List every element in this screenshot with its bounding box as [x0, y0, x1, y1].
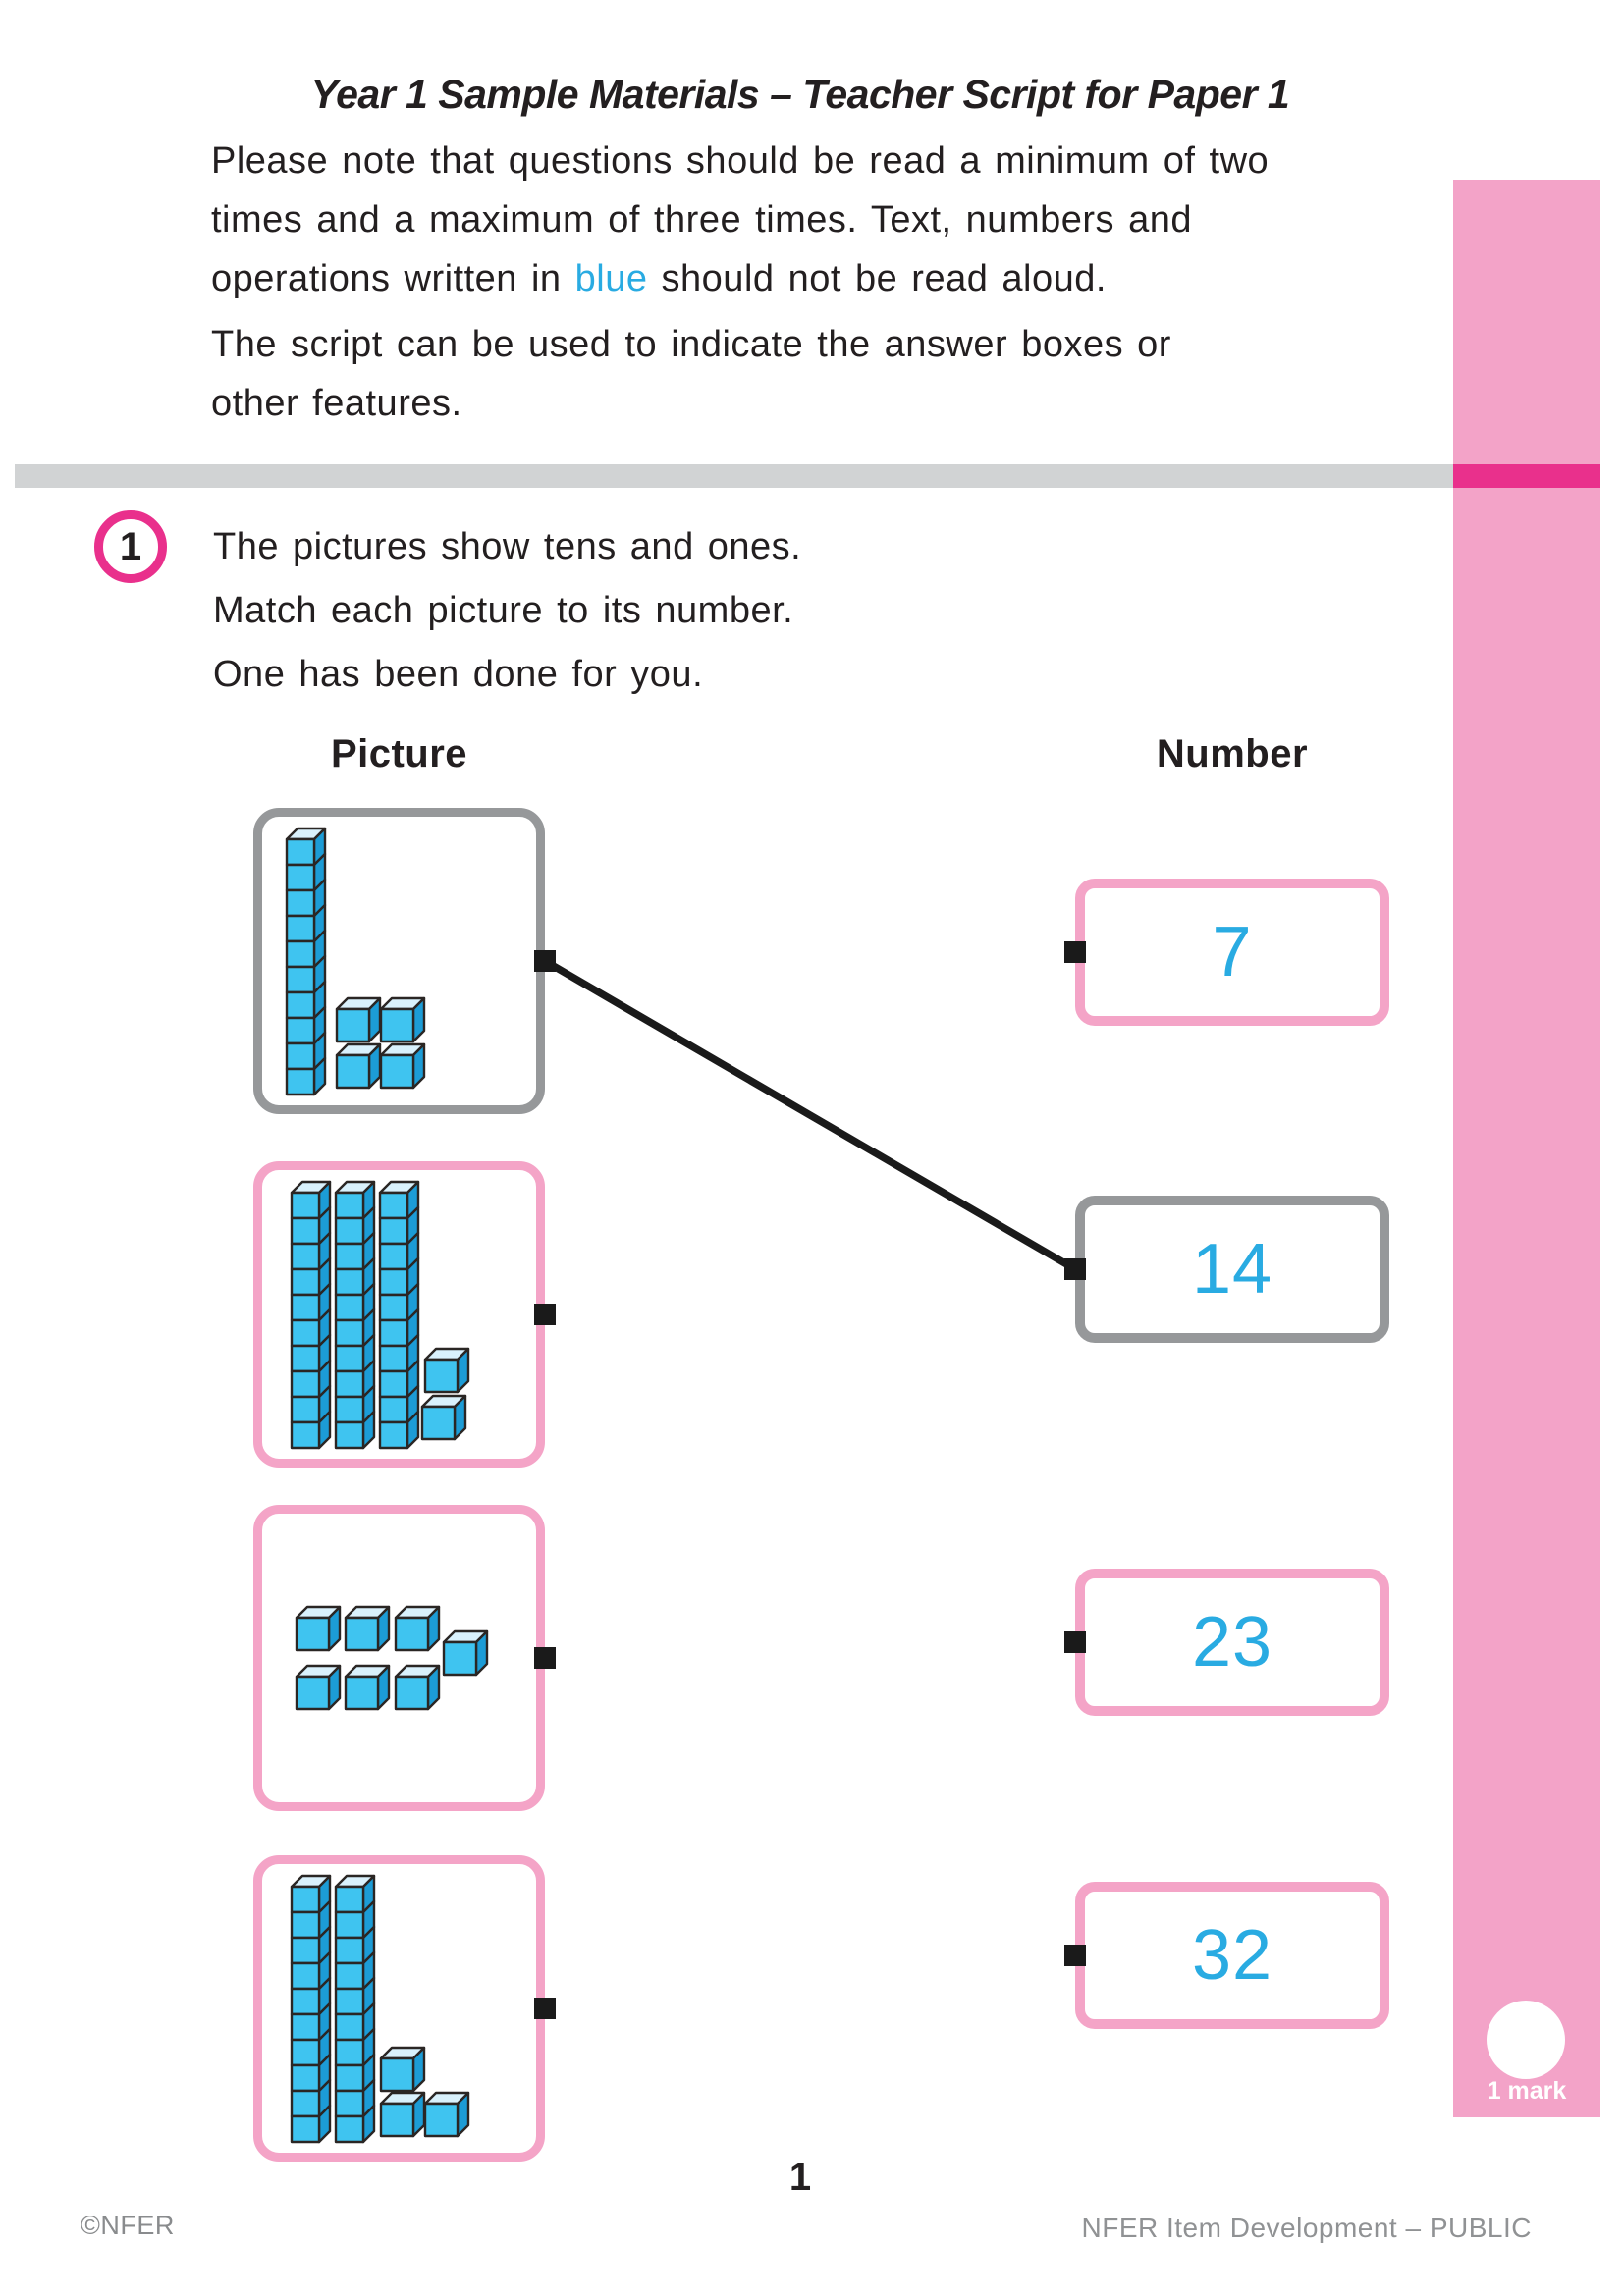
connector-handle-picture-23: [534, 1998, 556, 2019]
question-line: Match each picture to its number.: [213, 590, 794, 631]
number-value: 7: [1212, 913, 1253, 991]
number-box-23: [1075, 1569, 1389, 1716]
connector-handle-picture-14: [534, 950, 556, 972]
connector-handle-number-32: [1064, 1945, 1086, 1966]
picture-box-7: [253, 1505, 545, 1811]
connector-handle-number-7: [1064, 941, 1086, 963]
question-number: 1: [119, 524, 142, 568]
number-box-7: [1075, 879, 1389, 1026]
intro-text: other features.: [211, 383, 462, 424]
page-title: Year 1 Sample Materials – Teacher Script for Paper 1: [310, 72, 1290, 117]
intro-text: operations written in: [211, 258, 575, 299]
number-box-14: [1075, 1196, 1389, 1343]
picture-box-14: [253, 808, 545, 1114]
picture-box-32: [253, 1161, 545, 1468]
base-ten-blocks-32: [253, 1161, 545, 1468]
copyright-text: ©NFER: [81, 2211, 175, 2240]
connector-handle-number-23: [1064, 1631, 1086, 1653]
picture-column-header: Picture: [330, 732, 468, 775]
number-value: 23: [1191, 1603, 1273, 1682]
mark-badge-label: 1 mark: [1487, 2077, 1567, 2105]
base-ten-blocks-7: [253, 1505, 545, 1811]
page-number: 1: [788, 2156, 812, 2199]
blue-highlighted-word: blue: [574, 258, 648, 299]
number-value: 14: [1191, 1230, 1273, 1308]
number-value: 32: [1191, 1916, 1273, 1995]
intro-text: times and a maximum of three times. Text, numbers and: [211, 199, 1192, 240]
footer-classification-text: NFER Item Development – PUBLIC: [1081, 2213, 1532, 2243]
question-line: One has been done for you.: [213, 654, 704, 695]
number-box-32: [1075, 1882, 1389, 2029]
intro-text: The script can be used to indicate the answer boxes or: [211, 324, 1171, 365]
connector-handle-picture-7: [534, 1647, 556, 1669]
number-column-header: Number: [1156, 732, 1309, 775]
base-ten-blocks-23: [253, 1855, 545, 2162]
question-line: The pictures show tens and ones.: [213, 526, 802, 567]
connector-handle-number-14: [1064, 1258, 1086, 1280]
mark-circle: [1487, 2001, 1565, 2079]
picture-box-23: [253, 1855, 545, 2162]
base-ten-blocks-14: [253, 808, 545, 1114]
intro-text: should not be read aloud.: [647, 258, 1107, 299]
intro-text: Please note that questions should be read a minimum of two: [211, 140, 1270, 182]
connector-handle-picture-32: [534, 1304, 556, 1325]
